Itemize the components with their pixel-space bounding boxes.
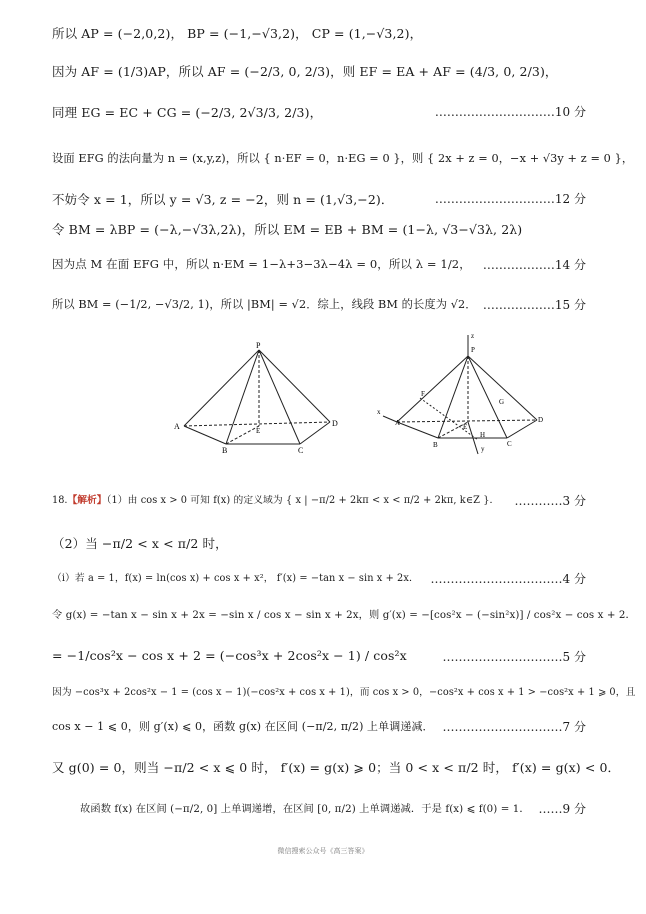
score-4: ……………………………4 分 bbox=[430, 572, 586, 586]
q18-a1-line: （i）若 a = 1，f(x) = ln(cos x) + cos x + x²， f′(x) = −tan x − sin x + 2x． bbox=[52, 573, 419, 584]
pyramid-figure-right bbox=[375, 330, 555, 460]
label-y: y bbox=[481, 445, 485, 453]
label-E: E bbox=[463, 423, 468, 431]
label-B: B bbox=[433, 441, 438, 449]
label-D: D bbox=[538, 416, 544, 424]
score-15: ………………15 分 bbox=[482, 298, 586, 312]
q18-g0-line: 又 g(0) = 0，则当 −π/2 < x ⩽ 0 时， f′(x) = g(x) ⩾ 0；当 0 < x < π/2 时， f′(x) = g(x) < 0． bbox=[52, 760, 621, 775]
label-P: P bbox=[256, 341, 261, 350]
score-14: ………………14 分 bbox=[482, 258, 586, 272]
label-P: P bbox=[471, 346, 475, 354]
label-H: H bbox=[480, 431, 486, 439]
score-7: …………………………7 分 bbox=[442, 720, 586, 734]
solution-line-bm-length: 所以 BM = (−1/2, −√3/2, 1)，所以 |BM| = √2．综上，线段 BM 的长度为 √2． bbox=[52, 298, 477, 311]
solution-line-eg: 同理 EG = EC + CG = (−2/3, 2√3/3, 2/3)， bbox=[52, 105, 323, 120]
q18-number: 18. bbox=[52, 495, 68, 506]
analysis-tag: 【解析】 bbox=[67, 495, 107, 506]
score-5: …………………………5 分 bbox=[442, 650, 586, 664]
solution-line-lambda: 因为点 M 在面 EFG 中，所以 n·EM = 1−λ+3−3λ−4λ = 0，所以 λ = 1/2， bbox=[52, 257, 471, 271]
q18-heading-line: 18.【解析】（1）由 cos x > 0 可知 f(x) 的定义域为 { x | −π/2 + 2kπ < x < π/2 + 2kπ, k∈Z }． bbox=[52, 495, 500, 506]
q18-g-line: 令 g(x) = −tan x − sin x + 2x = −sin x / cos x − sin x + 2x，则 g′(x) = −[cos²x − (−sin²x)] / cos²x − cos x + 2． bbox=[52, 609, 636, 621]
label-E: E bbox=[256, 427, 261, 435]
label-A: A bbox=[395, 419, 401, 427]
label-F: F bbox=[421, 390, 425, 398]
solution-line-bm: 令 BM = λBP = (−λ,−√3λ,2λ)，所以 EM = EB + BM = (1−λ, √3−√3λ, 2λ) bbox=[52, 222, 523, 237]
label-D: D bbox=[332, 419, 338, 428]
score-10: …………………………10 分 bbox=[434, 105, 586, 119]
label-A: A bbox=[174, 422, 180, 431]
pyramid-figure-left bbox=[170, 340, 350, 460]
label-x: x bbox=[377, 408, 381, 416]
solution-line-vectors: 所以 AP = (−2,0,2)， BP = (−1,−√3,2)， CP = (1,−√3,2)， bbox=[52, 26, 423, 41]
label-B: B bbox=[222, 446, 228, 455]
solution-line-letx: 不妨令 x = 1，所以 y = √3, z = −2，则 n = (1,√3,−2)． bbox=[52, 192, 394, 207]
label-z: z bbox=[471, 332, 475, 340]
label-C: C bbox=[298, 446, 304, 455]
footer-watermark: 微信搜索公众号《高三答案》 bbox=[277, 847, 369, 855]
q18-decrease-line: cos x − 1 ⩽ 0，则 g′(x) ⩽ 0，函数 g(x) 在区间 (−π/2, π/2) 上单调递减． bbox=[52, 720, 434, 733]
solution-line-normal: 设面 EFG 的法向量为 n = (x,y,z)，所以 { n·EF = 0，n·EG = 0 }，则 { 2x + z = 0，−x + √3y + z = 0 }， bbox=[52, 152, 634, 165]
score-12: …………………………12 分 bbox=[434, 192, 586, 206]
q18-conclusion-line: 故函数 f(x) 在区间 (−π/2, 0] 上单调递增，在区间 [0, π/2) 上单调递减．于是 f(x) ⩽ f(0) = 1． bbox=[80, 803, 530, 815]
q18-g-simplify-line: = −1/cos²x − cos x + 2 = (−cos³x + 2cos²x − 1) / cos²x bbox=[52, 648, 407, 663]
score-3: …………3 分 bbox=[514, 494, 586, 508]
q18-factor-line: 因为 −cos³x + 2cos²x − 1 = (cos x − 1)(−cos²x + cos x + 1)，而 cos x > 0，−cos²x + cos x + 1 > −cos²x + 1 ⩾ 0，且 bbox=[52, 687, 636, 698]
solution-line-af: 因为 AF = (1/3)AP，所以 AF = (−2/3, 0, 2/3)，则 EF = EA + AF = (4/3, 0, 2/3)， bbox=[52, 64, 558, 79]
label-G: G bbox=[499, 398, 505, 406]
q18-part2-line: （2）当 −π/2 < x < π/2 时， bbox=[52, 536, 228, 551]
label-C: C bbox=[507, 440, 512, 448]
score-9: ……9 分 bbox=[538, 802, 586, 816]
